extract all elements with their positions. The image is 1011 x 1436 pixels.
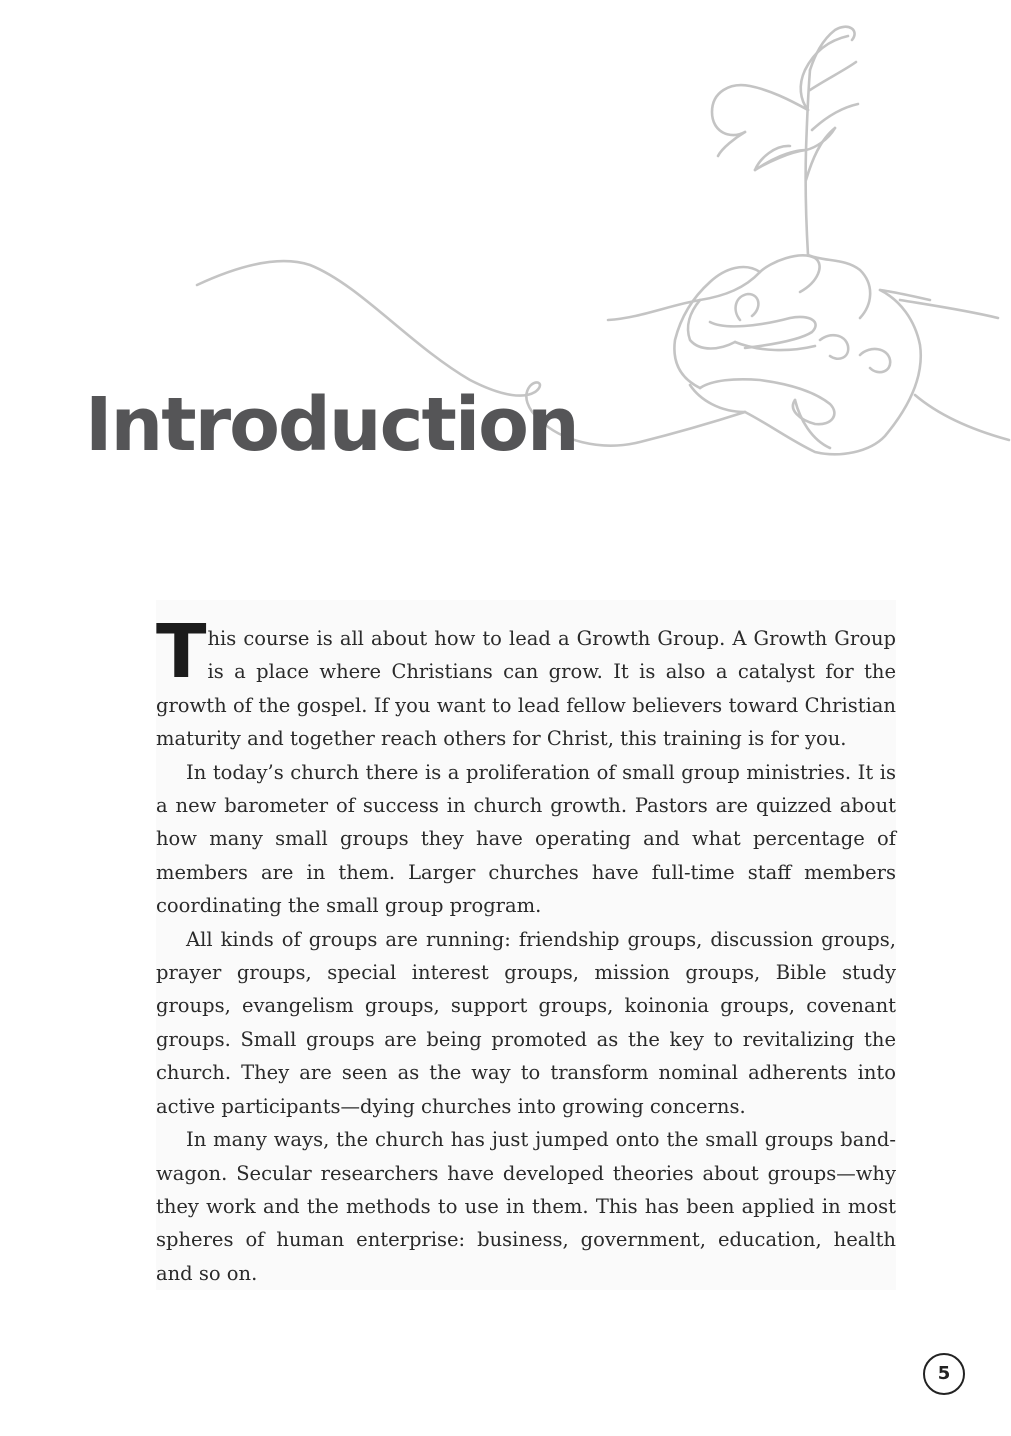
page-number: 5 [923,1353,965,1395]
paragraph-2: In today’s church there is a proliferation of small group ministries. It is a new barometer of success in church growth. Pastors are quizzed about how many small groups they have operating and what percentage of members are in them. Larger churches have full-time staff members coordinating the small group program. [156,760,896,918]
drop-cap: T [156,609,207,695]
paragraph-1-text: his course is all about how to lead a Growth Group. A Growth Group is a place where Christians can grow. It is also a catalyst for the growth of the gospel. If you want to lead fellow believers toward Christian maturity and together reach others for Christ, this training is for you. [156,627,896,751]
paragraph-4: In many ways, the church has just jumped onto the small groups band-wagon. Secular researchers have developed theories about groups—why they work and the methods to use in them. This has been applied in most spheres of human enterprise: business, government, education, health and so on. [156,1128,896,1285]
paragraph-1 [156,600,896,756]
body-text [156,600,896,1290]
chapter-title: Introduction [85,382,578,468]
paragraph-3: All kinds of groups are running: friendship groups, discussion groups, prayer groups, special interest groups, mission groups, Bible study groups, evangelism groups, support groups, koinonia groups, covenant groups. Small groups are being promoted as the key to revitalizing the church. They are seen as the way to transform nominal adherents into active participants—dying churches into growing concerns. [156,927,896,1118]
